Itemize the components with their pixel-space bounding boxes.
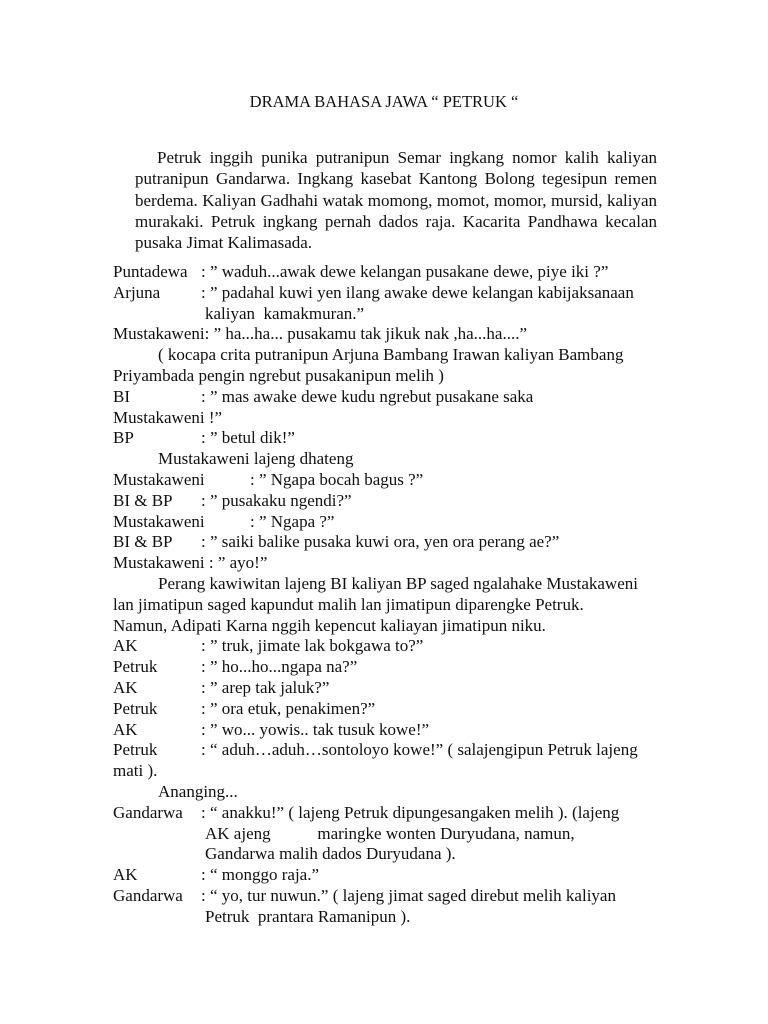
- line-text: mati ).: [113, 761, 158, 781]
- line-text: Mustakaweni !”: [113, 407, 223, 427]
- line-text: Mustakaweni: ” ha...ha... pusakamu tak jikuk nak ,ha...ha....”: [113, 324, 528, 344]
- document-title: DRAMA BAHASA JAWA “ PETRUK “: [249, 92, 519, 111]
- speech-text: : ” wo... yowis.. tak tusuk kowe!”: [201, 719, 430, 739]
- speaker-name: BI & BP: [113, 490, 173, 510]
- speech-text: : ” waduh...awak dewe kelangan pusakane dewe, piye iki ?”: [201, 262, 609, 281]
- speech-text: : ” ora etuk, penakimen?”: [201, 698, 376, 718]
- stage-direction: Mustakaweni lajeng dhateng: [158, 449, 354, 469]
- speech-text: : “ monggo raja.”: [201, 865, 320, 885]
- stage-direction: Perang kawiwitan lajeng BI kaliyan BP saged ngalahake Mustakaweni: [158, 574, 638, 593]
- speech-text: : ” padahal kuwi yen ilang awake dewe kelangan kabijaksanaan: [201, 282, 634, 302]
- speaker-name: Mustakaweni: [113, 511, 205, 531]
- line-text: AK ajeng maringke wonten Duryudana, namun,: [205, 823, 575, 843]
- stage-direction: ( kocapa crita putranipun Arjuna Bambang Irawan kaliyan Bambang: [158, 345, 624, 365]
- speaker-name: AK: [113, 636, 138, 656]
- speech-text: : ” saiki balike pusaka kuwi ora, yen ora perang ae?”: [201, 532, 560, 552]
- speech-text: : ” arep tak jaluk?”: [201, 678, 330, 697]
- speaker-name: Gandarwa: [113, 886, 183, 905]
- speech-text: : ” ho...ho...ngapa na?”: [201, 657, 358, 677]
- speech-text: : ” Ngapa ?”: [250, 511, 335, 531]
- speaker-name: AK: [113, 719, 138, 739]
- line-text: Namun, Adipati Karna nggih kepencut kaliayan jimatipun niku.: [113, 615, 546, 635]
- speech-text: : “ anakku!” ( lajeng Petruk dipungesangaken melih ). (lajeng: [201, 802, 620, 822]
- intro-paragraph: Petruk inggih punika putranipun Semar ingkang nomor kalih kaliyan putranipun Gandarwa. Ingkang kasebat Kantong Bolong tegesipun remen berdema. Kaliyan Gadhahi watak momong, momot, momor, mursid, kaliyan murakaki. Petruk ingkang pernah dados raja. Kacarita Pandhawa kecalan pusaka Jimat Kalimasada.: [135, 148, 657, 253]
- speech-text: : ” Ngapa bocah bagus ?”: [250, 470, 424, 489]
- speaker-name: Gandarwa: [113, 802, 183, 822]
- speech-text: : ” betul dik!”: [201, 428, 295, 448]
- speaker-name: AK: [113, 865, 138, 885]
- line-text: Petruk prantara Ramanipun ).: [205, 906, 411, 926]
- speech-text: : ” pusakaku ngendi?”: [201, 490, 352, 510]
- line-text: kaliyan kamakmuran.”: [205, 303, 365, 323]
- line-text: Gandarwa malih dados Duryudana ).: [205, 844, 456, 864]
- line-text: Mustakaweni : ” ayo!”: [113, 553, 268, 573]
- speaker-name: Petruk: [113, 657, 158, 677]
- speech-text: : ” mas awake dewe kudu ngrebut pusakane saka: [201, 386, 534, 406]
- speech-text: : ” truk, jimate lak bokgawa to?”: [201, 636, 424, 656]
- speaker-name: BI: [113, 386, 130, 406]
- line-text: lan jimatipun saged kapundut malih lan jimatipun diparengke Petruk.: [113, 594, 584, 614]
- line-text: Priyambada pengin ngrebut pusakanipun melih ): [113, 366, 444, 385]
- speaker-name: Arjuna: [113, 282, 161, 302]
- speaker-name: AK: [113, 678, 138, 697]
- speaker-name: BP: [113, 428, 134, 448]
- speaker-name: Petruk: [113, 698, 158, 718]
- speaker-name: Puntadewa: [113, 262, 188, 281]
- speech-text: : “ yo, tur nuwun.” ( lajeng jimat saged direbut melih kaliyan: [201, 886, 616, 905]
- speech-text: : “ aduh…aduh…sontoloyo kowe!” ( salajengipun Petruk lajeng: [201, 740, 638, 760]
- speaker-name: Mustakaweni: [113, 470, 205, 489]
- speaker-name: Petruk: [113, 740, 158, 760]
- stage-direction: Ananging...: [158, 782, 238, 801]
- speaker-name: BI & BP: [113, 532, 173, 552]
